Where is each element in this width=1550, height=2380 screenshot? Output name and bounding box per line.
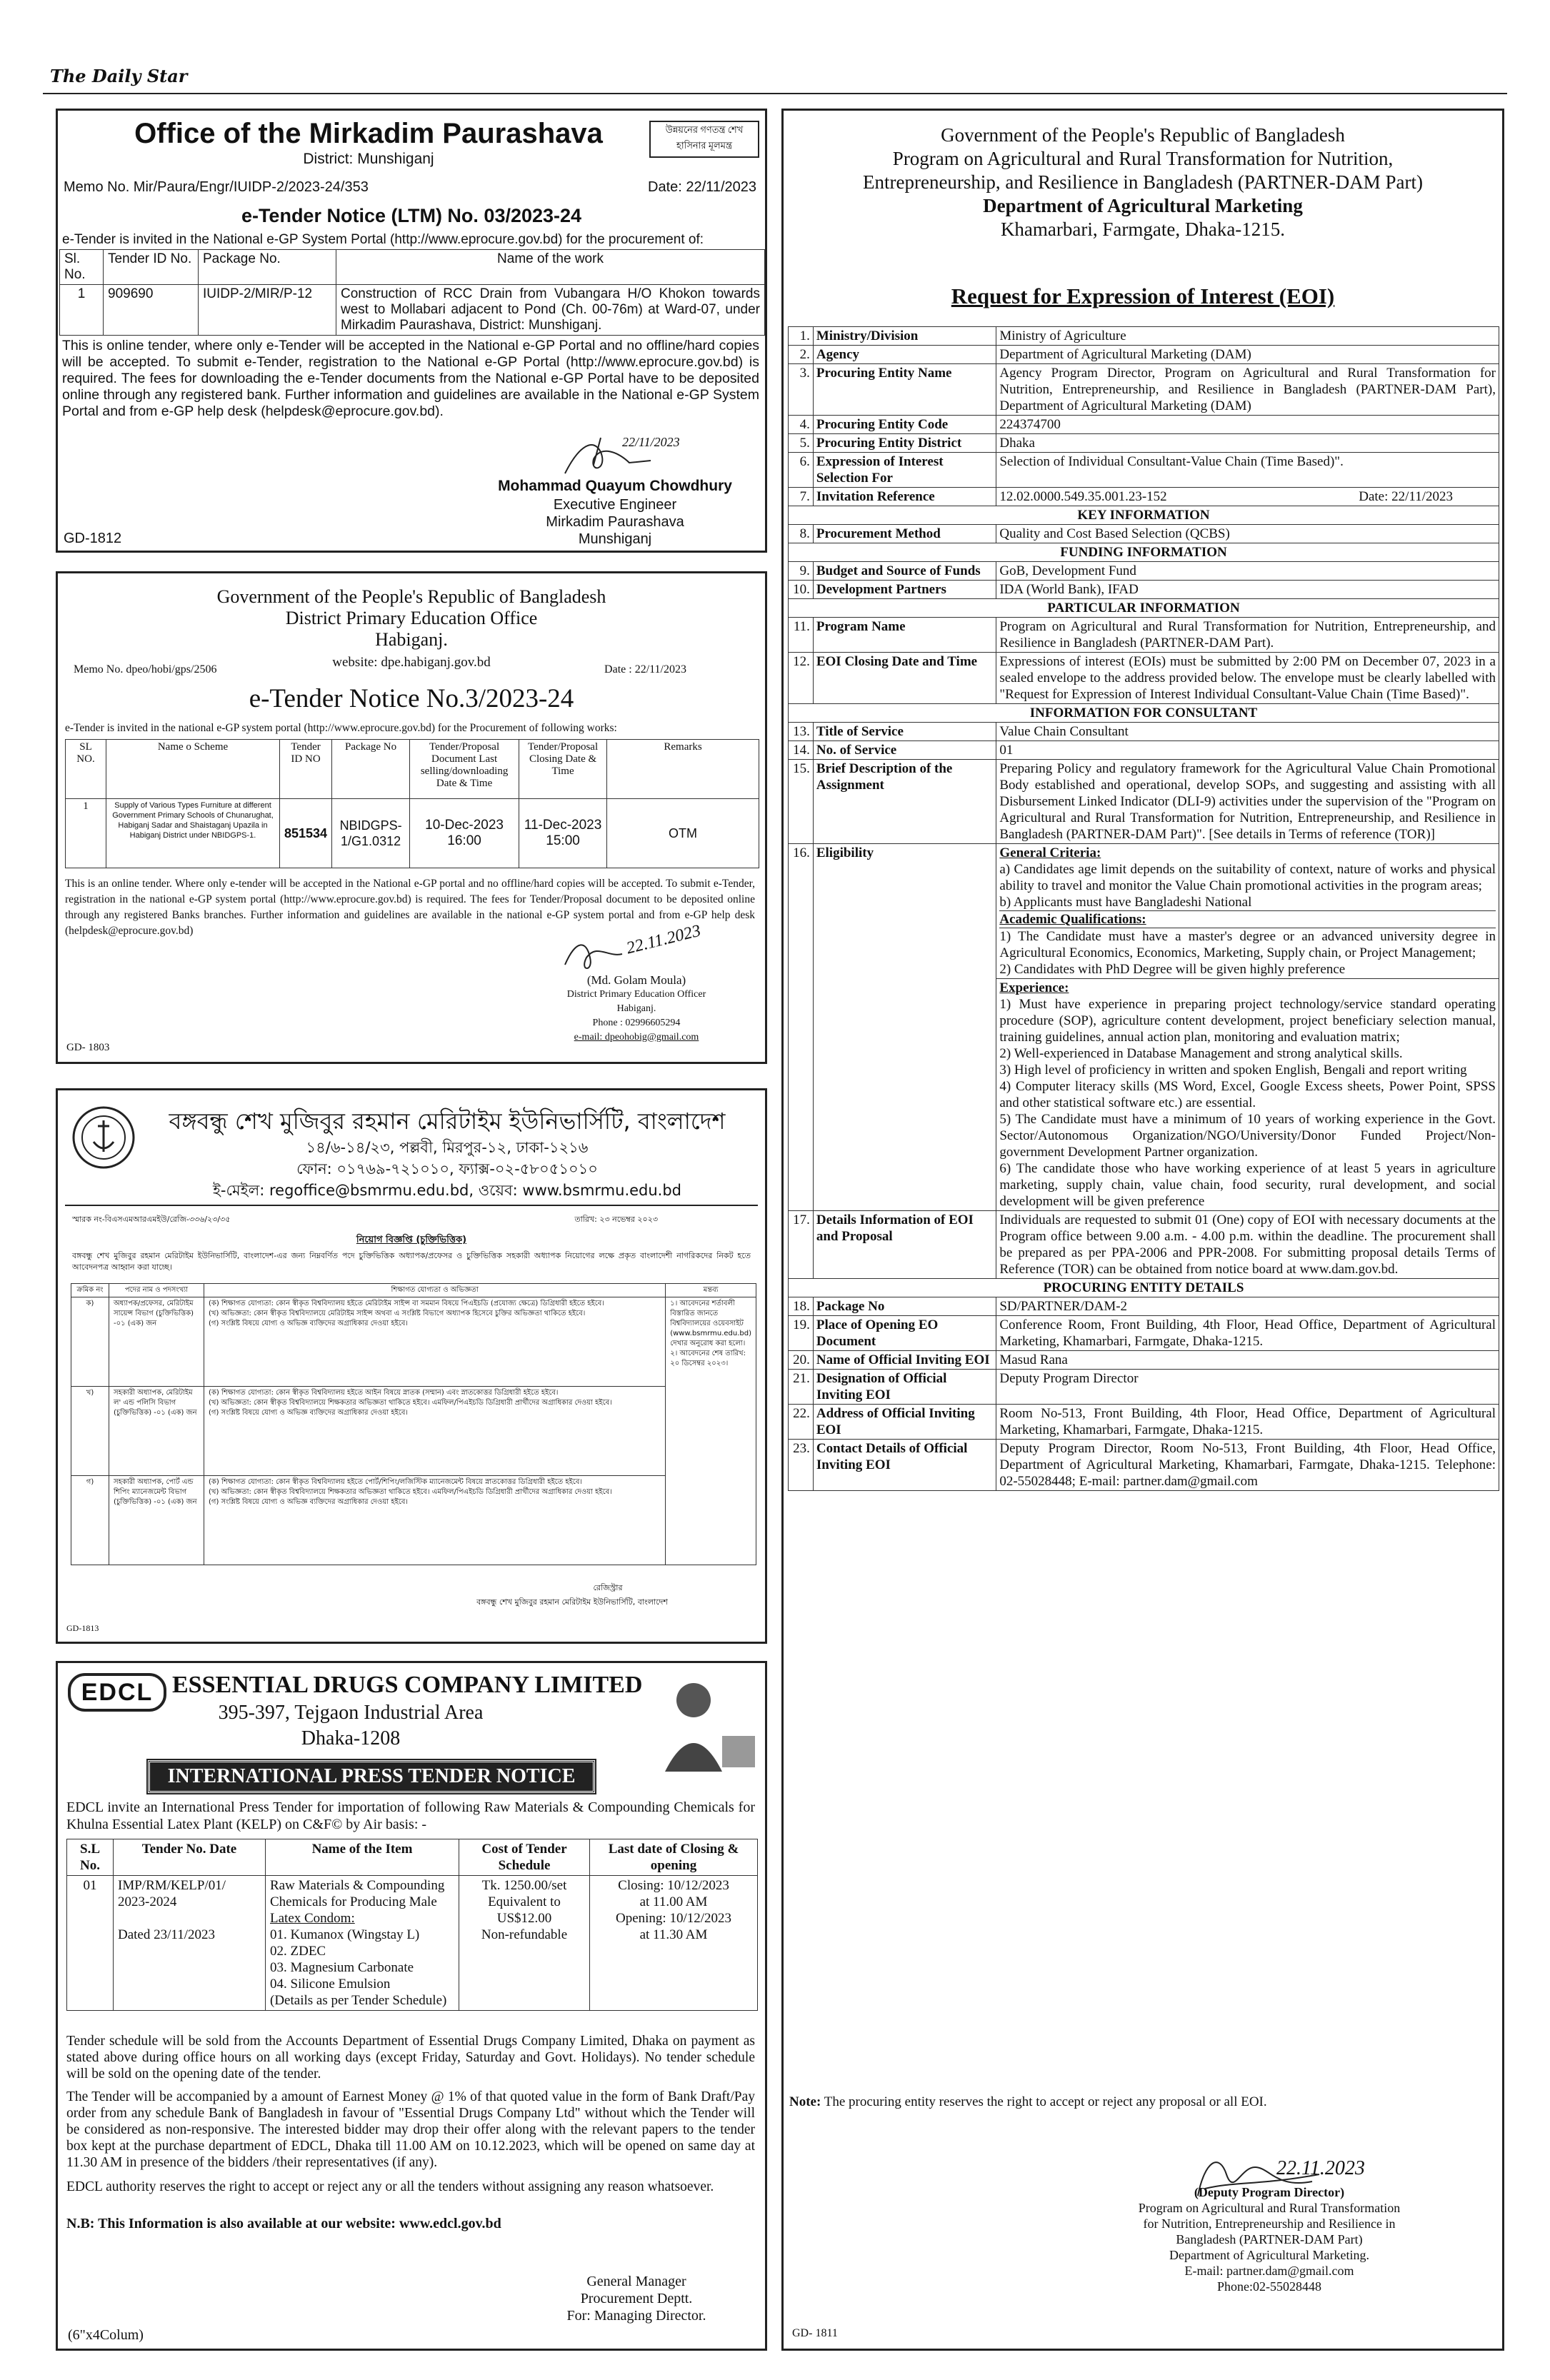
cell-line: Opening: 10/12/2023 [615, 1911, 732, 1926]
ad3-addr: ১৪/৬-১৪/২৩, পল্লবী, মিরপুর-১২, ঢাকা-১২১৬ [306, 1139, 589, 1156]
table-row [789, 581, 1499, 599]
elig-item: 2) Candidates with PhD Degree will be given highly preference [999, 962, 1346, 977]
ad3-memo: স্মারক নং-বিএসএমআরএমইউ/রেজি-৩৩৬/২৩/৩৫ [72, 1215, 231, 1224]
row-key: Agency [813, 346, 996, 364]
ad3-intro: বঙ্গবন্ধু শেখ মুজিবুর রহমান মেরিটাইম ইউনিভার্সিটি, বাংলাদেশ-এর জন্য নিম্নবর্ণিত পদে চুক্তিভিত্তিক অধ্যাপক/প্রফেসর ও চুক্তিভিত্তিক সহকারী অধ্যাপক নিয়োগের লক্ষে প্রকৃত বাংলাদেশী নাগরিকদের নিকট হতে আবেদনপত্র আহ্বান করা যাচ্ছে। [72, 1251, 751, 1272]
table-cell: OTM [607, 799, 759, 868]
table-cell: সহকারী অধ্যাপক, মেরিটাইম ল' এন্ড পলিসি বিভাগ (চুক্তিভিত্তিক) -০১ (এক) জন [109, 1387, 204, 1476]
ad2-date: Date : 22/11/2023 [604, 663, 686, 676]
ad3-sig2: বঙ্গবন্ধু শেখ মুজিবুর রহমান মেরিটাইম ইউনিভার্সিটি, বাংলাদেশ [476, 1597, 668, 1607]
ad-eoi [781, 109, 1504, 2351]
sig-line: For: Managing Director. [566, 2308, 706, 2324]
row-number: 17. [789, 1211, 814, 1279]
row-number: 2. [789, 346, 814, 364]
ad1-sig-date: 22/11/2023 [622, 435, 680, 449]
row-value: Quality and Cost Based Selection (QCBS) [996, 525, 1499, 543]
row-key: Eligibility [813, 844, 996, 1211]
ad2-sig-block [515, 988, 758, 1045]
row-number: 5. [789, 434, 814, 453]
table-header-cell: Package No. [199, 250, 336, 285]
row-value: Ministry of Agriculture [996, 327, 1499, 346]
ad3-heading: নিয়োগ বিজ্ঞপ্তি (চুক্তিভিত্তিক) [356, 1235, 467, 1245]
row-value-date: Date: 22/11/2023 [1359, 489, 1453, 504]
ad4-sig-block [515, 2273, 758, 2324]
ad2-gov: Government of the People's Republic of Bangladesh [216, 586, 606, 607]
cell-line: Chemicals for Producing Male [270, 1894, 437, 1909]
table-cell [590, 1876, 758, 2011]
table-cell: NBIDGPS-1/G1.0312 [332, 799, 410, 868]
ad4-addr1: 395-397, Tejgaon Industrial Area [218, 1702, 484, 1724]
table-row [789, 653, 1499, 704]
ad1-notice-title: e-Tender Notice (LTM) No. 03/2023-24 [241, 205, 582, 226]
cell-line: US$12.00 [496, 1911, 552, 1926]
table-header-cell: Tender No. Date [114, 1839, 266, 1876]
cell-line: at 11.30 AM [639, 1927, 708, 1942]
table-row [71, 1476, 756, 1565]
table-header-cell: শিক্ষাগত যোগ্যতা ও অভিজ্ঞতা [204, 1284, 666, 1297]
ad3-divider [65, 1205, 758, 1206]
table-section-heading [789, 704, 1499, 723]
ad2-table [65, 739, 759, 868]
ad-edcl [56, 1661, 767, 2351]
table-header-cell: ক্রমিক নং [71, 1284, 109, 1297]
table-cell: 01 [67, 1876, 114, 2011]
row-number: 14. [789, 741, 814, 760]
ad2-invite: e-Tender is invited in the national e-GP system portal (http://www.eprocure.gov.bd) for the Procurement of following works: [65, 722, 617, 734]
university-logo [71, 1105, 136, 1170]
ad3-sig1: রেজিস্ট্রার [593, 1583, 623, 1592]
elig-item: 4) Computer literacy skills (MS Word, Excel, Google Excess sheets, Power Point, SPSS and other statistical software etc.) are essential. [999, 1079, 1496, 1110]
row-number: 1. [789, 327, 814, 346]
table-cell [459, 1876, 590, 2011]
elig-item: 5) The Candidate must have a minimum of 10 years of working experience in the Govt. Sector/Autonomous Organization/NGO/University/Donor Funded Project/Non-government Development Partner organization. [999, 1112, 1496, 1160]
row-number: 6. [789, 453, 814, 488]
table-header-cell: Name of the work [336, 250, 765, 285]
ad1-body: This is online tender, where only e-Tender will be accepted in the National e-GP Portal and no offline/hard copies will be accepted. To submit e-Tender, registration to the National e-GP Portal (http://www.eprocure.gov.bd) is required. The fees for downloading the e-Tender documents from the National e-GP Portal have to be deposited online through any registered bank. Further information and guidelines are available in the National e-GP System Portal and from e-GP help desk (helpdesk@eprocure.gov.bd). [62, 338, 759, 419]
ad3-title: বঙ্গবন্ধু শেখ মুজিবুর রহমান মেরিটাইম ইউনিভার্সিটি, বাংলাদেশ [169, 1108, 726, 1135]
sig-line: Program on Agricultural and Rural Transformation [1138, 2201, 1401, 2215]
cell-line: 02. ZDEC [270, 1944, 326, 1959]
table-row [789, 618, 1499, 653]
ad5-header [784, 124, 1502, 241]
row-key: Invitation Reference [813, 488, 996, 506]
table-row [789, 1297, 1499, 1316]
req-line: (খ) অভিজ্ঞতা: কোন স্বীকৃত বিশ্ববিদ্যালয়ে মেরিটাইম সাইন্স অথবা এ সংশ্লিষ্ট বিভাগে অধ্যাপক হিসেবে চুক্তির অভিজ্ঞতা থাকিতে হইবে। [209, 1310, 586, 1317]
elig-item: 1) Must have experience in preparing project technology/service standard operating procedure (SOP), agriculture content development, project beneficiary selection manual, training guidelines, annual action plan, monitoring and evaluation matrix; [999, 997, 1496, 1045]
row-value: IDA (World Bank), IFAD [996, 581, 1499, 599]
table-header-row [71, 1284, 756, 1297]
elig-item: 3) High level of proficiency in written and spoken English, Bengali and report writing [999, 1063, 1467, 1078]
ad2-office: District Primary Education Office [285, 608, 538, 628]
req-line: (খ) অভিজ্ঞতা: কোন স্বীকৃত বিশ্ববিদ্যালয়ে শিক্ষকতার অভিজ্ঞতা থাকিতে হইবে। এমফিল/পিএইচডি ডিগ্রিধারী প্রার্থীদের অগ্রাধিকার দেওয়া হইবে। [209, 1488, 612, 1496]
table-row [789, 741, 1499, 760]
table-section-heading [789, 543, 1499, 562]
masthead-rule [43, 93, 1507, 94]
cell-line: Non-refundable [481, 1927, 568, 1942]
ad1-invite: e-Tender is invited in the National e-GP System Portal (http://www.eprocure.gov.bd) for the procurement of: [62, 232, 704, 247]
sig-line: General Manager [586, 2274, 686, 2289]
table-cell: ক) [71, 1297, 109, 1387]
req-line: (ক) শিক্ষাগত যোগ্যতা: কোন স্বীকৃত বিশ্ববিদ্যালয় হইতে পোর্ট/শিপিং/লজিস্টিক ম্যানেজমেন্ট বিষয়ে স্নাতকোত্তর ডিগ্রিধারী হইতে হইবে। [209, 1478, 582, 1486]
elig-item: b) Applicants must have Bangladeshi National [999, 895, 1252, 910]
table-cell: IUIDP-2/MIR/P-12 [199, 285, 336, 336]
req-line: (ক) শিক্ষাগত যোগ্যতা: কোন স্বীকৃত বিশ্ববিদ্যালয় হইতে মেরিটাইম সাইন্স বা সমমান বিষয়ে পিএইচডি (প্রযোজ্য ক্ষেত্রে) ডিগ্রিধারী হইতে হইবে। [209, 1300, 604, 1307]
row-key: No. of Service [813, 741, 996, 760]
eoi-table [788, 326, 1499, 1491]
row-number: 13. [789, 723, 814, 741]
table-row [789, 434, 1499, 453]
req-line: (গ) সংশ্লিষ্ট বিষয়ে যোগ্য ও অভিজ্ঞ ব্যক্তিদের অগ্রাধিকার দেওয়া হইবে। [209, 1409, 408, 1417]
ad1-stamp: উন্নয়নের গণতন্ত্র শেখ হাসিনার মূলমন্ত্র [649, 121, 759, 158]
ad-mirkadim [56, 109, 767, 553]
table-row [789, 453, 1499, 488]
ad5-title: Request for Expression of Interest (EOI) [951, 283, 1335, 308]
row-value: GoB, Development Fund [996, 562, 1499, 581]
ad4-intro: EDCL invite an International Press Tender for importation of following Raw Materials & Compounding Chemicals for Khulna Essential Latex Plant (KELP) on C&F© by Air basis: - [66, 1799, 755, 1832]
table-cell: খ) [71, 1387, 109, 1476]
ad3-email: ই-মেইল: regoffice@bsmrmu.edu.bd, ওয়েব: www.bsmrmu.edu.bd [212, 1182, 682, 1199]
row-number: 20. [789, 1351, 814, 1370]
row-number: 4. [789, 416, 814, 434]
sig-line: e-mail: dpeohobig@gmail.com [574, 1032, 699, 1043]
ad1-title: Office of the Mirkadim Paurashava [134, 118, 603, 149]
table-row [789, 488, 1499, 506]
sig-line: Phone:02-55028448 [1217, 2279, 1321, 2294]
table-row [789, 1211, 1499, 1279]
masthead: The Daily Star [50, 66, 188, 86]
table-row [71, 1297, 756, 1387]
ad1-date: Date: 22/11/2023 [648, 179, 756, 195]
row-number: 19. [789, 1316, 814, 1351]
row-key: Details Information of EOI and Proposal [813, 1211, 996, 1279]
row-value: Agency Program Director, Program on Agricultural and Rural Transformation for Nutrition, Entrepreneurship, and Resilience in Bangladesh (PARTNER-DAM Part), Department of Agricultural Marketing (DAM) [996, 364, 1499, 416]
table-header-cell: Remarks [607, 740, 759, 799]
cell-line: (Details as per Tender Schedule) [270, 1993, 447, 2008]
row-key: Procuring Entity Name [813, 364, 996, 416]
row-key: Program Name [813, 618, 996, 653]
section-heading: PARTICULAR INFORMATION [789, 599, 1499, 618]
row-key: Budget and Source of Funds [813, 562, 996, 581]
ad2-body: This is an online tender. Where only e-tender will be accepted in the National e-GP portal and no offline/hard copies will be accepted. To submit e-Tender, registration in the national e-GP system portal (http://www.eprocure.gov.bd) is required. The fees for Tender/Proposal document to be deposited online through any registered Banks branches. Further information and guidelines are available in the national e-GP system portal and from e-GP help desk (helpdesk@eprocure.gov.bd) [65, 878, 755, 937]
table-cell [204, 1387, 666, 1476]
ad5-header-line: Government of the People's Republic of Bangladesh [941, 124, 1345, 146]
sig-line: Procurement Deptt. [580, 2291, 693, 2306]
table-header-row [60, 250, 765, 285]
section-heading: INFORMATION FOR CONSULTANT [789, 704, 1499, 723]
ad5-header-line: Program on Agricultural and Rural Transformation for Nutrition, [892, 148, 1394, 169]
row-number: 15. [789, 760, 814, 844]
row-number: 9. [789, 562, 814, 581]
table-row [789, 416, 1499, 434]
note-label: Note: [789, 2094, 821, 2109]
table-cell: গ) [71, 1476, 109, 1565]
ad3-phone: ফোন: ০১৭৬৯-৭২১০১০, ফ্যাক্স-০২-৫৮০৫১০১০ [296, 1160, 598, 1178]
elig-heading: General Criteria: [999, 845, 1101, 860]
row-value: Department of Agricultural Marketing (DAM) [996, 346, 1499, 364]
table-cell: 851534 [280, 799, 332, 868]
ad-habiganj [56, 571, 767, 1064]
row-value [996, 979, 1499, 1211]
table-cell: Supply of Various Types Furniture at different Government Primary Schools of Chunarughat, Habiganj Sadar and Shaistaganj Upazila in Habiganj District under NBIDGPS-1. [106, 799, 280, 868]
row-key: Package No [813, 1297, 996, 1316]
cell-line: 03. Magnesium Carbonate [270, 1960, 414, 1975]
sig-line: (Deputy Program Director) [1194, 2185, 1345, 2199]
ad4-nb: N.B: This Information is also available at our website: www.edcl.gov.bd [66, 2216, 501, 2231]
ad1-table [59, 249, 765, 336]
row-number: 8. [789, 525, 814, 543]
row-value: Program on Agricultural and Rural Transformation for Nutrition, Entrepreneurship, and Resilience in Bangladesh (PARTNER-DAM Part). [996, 618, 1499, 653]
row-value: Deputy Program Director [996, 1370, 1499, 1405]
row-key: EOI Closing Date and Time [813, 653, 996, 704]
table-row [789, 327, 1499, 346]
row-key: Place of Opening EO Document [813, 1316, 996, 1351]
row-key: Ministry/Division [813, 327, 996, 346]
table-cell [204, 1297, 666, 1387]
ad4-addr2: Dhaka-1208 [301, 1727, 401, 1749]
req-line: (গ) সংশ্লিষ্ট বিষয়ে যোগ্য ও অভিজ্ঞ ব্যক্তিদের অগ্রাধিকার দেওয়া হইবে। [209, 1320, 408, 1327]
table-cell: অধ্যাপক/প্রফেসর, মেরিটাইম সায়েন্স বিভাগ (চুক্তিভিত্তিক) -০১ (এক) জন [109, 1297, 204, 1387]
row-key: Procuring Entity Code [813, 416, 996, 434]
table-row [789, 364, 1499, 416]
table-header-cell: Name of the Item [266, 1839, 459, 1876]
ad2-website: website: dpe.habiganj.gov.bd [332, 655, 491, 670]
sig-line: Phone : 02996605294 [592, 1018, 681, 1028]
ad5-sig-block [1091, 2184, 1448, 2294]
table-header-cell: Package No [332, 740, 410, 799]
table-header-cell: পদের নাম ও পদসংখ্যা [109, 1284, 204, 1297]
row-key: Designation of Official Inviting EOI [813, 1370, 996, 1405]
row-value: 01 [996, 741, 1499, 760]
ad1-code: GD-1812 [64, 531, 122, 546]
cell-line: 2023-2024 [118, 1894, 177, 1909]
ad2-code: GD- 1803 [66, 1042, 110, 1053]
row-value-text: 12.02.0000.549.35.001.23-152 [999, 489, 1167, 504]
row-value: 224374700 [996, 416, 1499, 434]
row-value: Expressions of interest (EOIs) must be submitted by 2:00 PM on December 07, 2023 in a sealed envelope to the address provided below. The envelope must be clearly labelled with "Request for Expression of Interest Individual Consultant-Value Chain (Time Based)". [996, 653, 1499, 704]
table-header-cell: S.L No. [67, 1839, 114, 1876]
row-value: Preparing Policy and regulatory framework for the Agricultural Value Chain Promotional Body established and operational, develop SOPs, and suggesting and assisting with all Disbursement Linked Indicator (DLI-9) activities under the supervision of the "Program on Agricultural and Rural Transformation for Nutrition, Entrepreneurship, and Resilience in Bangladesh (PARTNER-DAM Part)". [See details in Terms of reference (TOR)] [996, 760, 1499, 844]
sig-line: Executive Engineer [553, 497, 677, 513]
ad4-banner: INTERNATIONAL PRESS TENDER NOTICE [148, 1760, 595, 1793]
table-section-heading [789, 506, 1499, 525]
section-heading: FUNDING INFORMATION [789, 543, 1499, 562]
table-row [789, 844, 1499, 979]
table-cell: 1 [60, 285, 104, 336]
elig-item: a) Candidates age limit depends on the suitability of context, nature of works and physical ability to travel and monitor the Value Chain promotional activities in the program areas; [999, 862, 1496, 893]
ad5-code: GD- 1811 [792, 2327, 838, 2339]
table-row [789, 1370, 1499, 1405]
sig-line: Habiganj. [616, 1003, 656, 1014]
ad2-signatory: (Md. Golam Moula) [586, 973, 686, 987]
table-header-cell: Tender ID NO [280, 740, 332, 799]
row-key: Brief Description of the Assignment [813, 760, 996, 844]
row-number: 22. [789, 1405, 814, 1440]
ad1-sig-block [472, 496, 758, 548]
table-header-cell: Sl. No. [60, 250, 104, 285]
table-row [789, 1316, 1499, 1351]
ad4-para-1: Tender schedule will be sold from the Accounts Department of Essential Drugs Company Limited, Dhaka on payment as stated above during office hours on all working days (except Friday, Saturday and Govt. Holidays). No tender schedule will be sold on the opening date of the tender. [66, 2034, 755, 2082]
table-section-heading [789, 599, 1499, 618]
row-number: 12. [789, 653, 814, 704]
table-cell: 909690 [104, 285, 199, 336]
elig-heading: Experience: [999, 980, 1069, 995]
cell-line: 01. Kumanox (Wingstay L) [270, 1927, 420, 1942]
cell-line: Closing: 10/12/2023 [618, 1878, 729, 1893]
note-text: The procuring entity reserves the right to accept or reject any proposal or all EOI. [824, 2094, 1267, 2109]
ad2-place: Habiganj. [375, 629, 448, 650]
table-header-cell: মন্তব্য [666, 1284, 756, 1297]
sig-line: Mirkadim Paurashava [546, 514, 684, 530]
row-value: Deputy Program Director, Room No-513, Front Building, 4th Floor, Head Office, Department of Agricultural Marketing, Khamarbari, Farmgate, Dhaka-1215. Telephone: 02-55028448; E-mail: partner.dam@gmail.com [996, 1440, 1499, 1491]
ad1-signatory: Mohammad Quayum Chowdhury [498, 478, 732, 494]
row-number: 7. [789, 488, 814, 506]
row-key: Title of Service [813, 723, 996, 741]
ad-maritime-university [56, 1088, 767, 1644]
sig-line: E-mail: partner.dam@gmail.com [1184, 2264, 1354, 2278]
table-row [67, 1876, 758, 2011]
table-cell: 1 [66, 799, 106, 868]
req-line: (গ) সংশ্লিষ্ট বিষয়ে যোগ্য ও অভিজ্ঞ ব্যক্তিদের অগ্রাধিকার দেওয়া হইবে। [209, 1498, 408, 1506]
table-header-cell: Tender/Proposal Closing Date & Time [519, 740, 607, 799]
elig-item: 2) Well-experienced in Database Management and strong analytical skills. [999, 1046, 1403, 1061]
table-header-row [67, 1839, 758, 1876]
table-row [789, 562, 1499, 581]
row-key: Development Partners [813, 581, 996, 599]
row-value: SD/PARTNER/DAM-2 [996, 1297, 1499, 1316]
table-cell [114, 1876, 266, 2011]
row-value: Individuals are requested to submit 01 (One) copy of EOI with necessary documents at the Program office between 9.00 a.m. - 4.00 p.m. within the deadline. The procurement shall be prepared as per PPA-2006 and PPR-2008. For submitting proposal details Terms of Reference (TOR) can be obtained from notice board at www.dam.gov.bd. [996, 1211, 1499, 1279]
eoi-eligibility [789, 844, 1499, 1211]
sig-line: District Primary Education Officer [566, 989, 706, 1000]
row-number: 23. [789, 1440, 814, 1491]
row-number: 10. [789, 581, 814, 599]
table-cell: সহকারী অধ্যাপক, পোর্ট এন্ড শিপিং ম্যানেজমেন্ট বিভাগ (চুক্তিভিত্তিক) -০১ (এক) জন [109, 1476, 204, 1565]
table-row [789, 525, 1499, 543]
row-value: Dhaka [996, 434, 1499, 453]
table-header-row [66, 740, 759, 799]
table-cell-remark: ১। আবেদনের শর্তাবলী বিস্তারিত জানতে বিশ্ববিদ্যালয়ের ওয়েবসাইট (www.bsmrmu.edu.bd) দেখার অনুরোধ করা হলো। ২। আবেদনের শেষ তারিখ: ২০ ডিসেম্বর ২০২৩। [666, 1297, 756, 1565]
row-number: 16. [789, 844, 814, 1211]
row-key: Procuring Entity District [813, 434, 996, 453]
row-number: 11. [789, 618, 814, 653]
ad2-sig-date: 22.11.2023 [624, 921, 703, 958]
elig-heading: Academic Qualifications: [999, 910, 1496, 928]
section-heading: PROCURING ENTITY DETAILS [789, 1279, 1499, 1297]
table-section-heading [789, 1279, 1499, 1297]
req-line: (খ) অভিজ্ঞতা: কোন স্বীকৃত বিশ্ববিদ্যালয়ে শিক্ষকতার অভিজ্ঞতা থাকিতে হইবে। এমফিল/পিএইচডি ডিগ্রিধারী প্রার্থীদের অগ্রাধিকার দেওয়া হইবে। [209, 1399, 612, 1407]
table-header-cell: Last date of Closing & opening [590, 1839, 758, 1876]
cell-line: IMP/RM/KELP/01/ [118, 1878, 226, 1893]
ad2-header [58, 586, 765, 651]
ad4-para-3: EDCL authority reserves the right to accept or reject any or all the tenders without assigning any reason whatsoever. [66, 2179, 714, 2194]
table-header-cell: Tender ID No. [104, 250, 199, 285]
row-number: 3. [789, 364, 814, 416]
ad5-header-line: Entrepreneurship, and Resilience in Bangladesh (PARTNER-DAM Part) [863, 171, 1423, 193]
elig-item: 1) The Candidate must have a master's degree or an advanced university degree in Agricultural Economics, Economics, Marketing, Supply chain, or Project Management; [999, 929, 1496, 960]
row-key: Address of Official Inviting EOI [813, 1405, 996, 1440]
table-cell: 11-Dec-2023 15:00 [519, 799, 607, 868]
table-row [789, 1351, 1499, 1370]
row-value: Conference Room, Front Building, 4th Floor, Head Office, Department of Agricultural Marketing, Khamarbari, Farmgate, Dhaka-1215. [996, 1316, 1499, 1351]
table-row [66, 799, 759, 868]
row-value: Room No-513, Front Building, 4th Floor, Head Office, Department of Agricultural Marketing, Khamarbari, Farmgate, Dhaka-1215. [996, 1405, 1499, 1440]
table-cell [266, 1876, 459, 2011]
row-key: Name of Official Inviting EOI [813, 1351, 996, 1370]
sig-line: Bangladesh (PARTNER-DAM Part) [1176, 2232, 1363, 2246]
elig-item: 6) The candidate those who have working experience of at least 5 years in agriculture marketing, supply chain, value chain, food security, rural development, and social development will be given preference [999, 1161, 1496, 1209]
ad5-header-line: Khamarbari, Farmgate, Dhaka-1215. [1000, 219, 1286, 240]
table-cell: Construction of RCC Drain from Vubangara H/O Khokon towards west to Mollabari adjacent to Pond (Ch. 00-76m) at Ward-07, under Mirkadim Paurashava, District: Munshiganj. [336, 285, 765, 336]
table-row [789, 1405, 1499, 1440]
cell-line: Latex Condom: [270, 1911, 355, 1926]
cell-line: Dated 23/11/2023 [118, 1927, 215, 1942]
portrait-image [651, 1672, 758, 1772]
ad4-table [66, 1839, 758, 2011]
table-cell: 10-Dec-2023 16:00 [410, 799, 519, 868]
ad3-table [71, 1283, 756, 1565]
ad5-header-line: Department of Agricultural Marketing [983, 195, 1303, 216]
sig-line: Munshiganj [578, 531, 652, 547]
cell-line: at 11.00 AM [639, 1894, 708, 1909]
table-header-cell: Tender/Proposal Document Last selling/downloading Date & Time [410, 740, 519, 799]
row-value: Masud Rana [996, 1351, 1499, 1370]
table-row [60, 285, 765, 336]
cell-line: Raw Materials & Compounding [270, 1878, 445, 1893]
table-row [789, 760, 1499, 844]
sig-line: Department of Agricultural Marketing. [1169, 2248, 1369, 2262]
table-row [71, 1387, 756, 1476]
table-row [789, 723, 1499, 741]
row-key: Contact Details of Official Inviting EOI [813, 1440, 996, 1491]
table-cell [204, 1476, 666, 1565]
eoi-rows-top [789, 327, 1499, 844]
cell-line: Tk. 1250.00/set [481, 1878, 567, 1893]
ad5-sig-date: 22.11.2023 [1276, 2157, 1365, 2179]
eoi-rows-bottom [789, 1211, 1499, 1491]
table-header-cell: Name o Scheme [106, 740, 280, 799]
req-line: (ক) শিক্ষাগত যোগ্যতা: কোন স্বীকৃত বিশ্ববিদ্যালয় হইতে আইন বিষয়ে স্নাতক (সম্মান) এবং স্নাতকোত্তর ডিগ্রিধারী হইতে হইবে। [209, 1389, 559, 1397]
ad2-memo: Memo No. dpeo/hobi/gps/2506 [74, 663, 217, 676]
cell-line: Equivalent to [488, 1894, 561, 1909]
sig-line: for Nutrition, Entrepreneurship and Resilience in [1143, 2216, 1396, 2231]
row-key: Expression of Interest Selection For [813, 453, 996, 488]
row-number: 18. [789, 1297, 814, 1316]
ad4-size: (6"x4Colum) [68, 2327, 144, 2343]
cell-line: 04. Silicone Emulsion [270, 1977, 391, 1992]
row-number: 21. [789, 1370, 814, 1405]
table-header-cell: SL NO. [66, 740, 106, 799]
ad4-title: ESSENTIAL DRUGS COMPANY LIMITED [172, 1672, 643, 1698]
ad2-notice-title: e-Tender Notice No.3/2023-24 [249, 684, 574, 713]
ad5-note [789, 2094, 1267, 2110]
row-key: Procurement Method [813, 525, 996, 543]
ad3-date: তারিখ: ২৩ নভেম্বর ২০২৩ [574, 1215, 658, 1224]
row-value: Selection of Individual Consultant-Value Chain (Time Based)". [996, 453, 1499, 488]
table-row [789, 1440, 1499, 1491]
row-value [996, 844, 1499, 979]
edcl-logo: EDCL [68, 1673, 166, 1712]
table-header-cell: Cost of Tender Schedule [459, 1839, 590, 1876]
ad1-district: District: Munshiganj [303, 151, 434, 167]
ad4-para-2: The Tender will be accompanied by a amount of Earnest Money @ 1% of that quoted value in the form of Bank Draft/Pay order from any schedule Bank of Bangladesh in favour of "Essential Drugs Company Ltd" without which the Tender will be considered as non-responsive. The interested bidder may drop their offer along with the relevant papers to the tender box kept at the purchase department of EDCL, Dhaka till 11.00 AM on 10.12.2023, which will be opened on same day at 11.30 AM in presence of the bidders /their representatives (if any). [66, 2089, 755, 2170]
ad1-memo: Memo No. Mir/Paura/Engr/IUIDP-2/2023-24/353 [64, 179, 369, 195]
row-value [996, 488, 1499, 506]
ad3-code: GD-1813 [66, 1623, 99, 1633]
section-heading: KEY INFORMATION [789, 506, 1499, 525]
row-value: Value Chain Consultant [996, 723, 1499, 741]
table-row [789, 346, 1499, 364]
